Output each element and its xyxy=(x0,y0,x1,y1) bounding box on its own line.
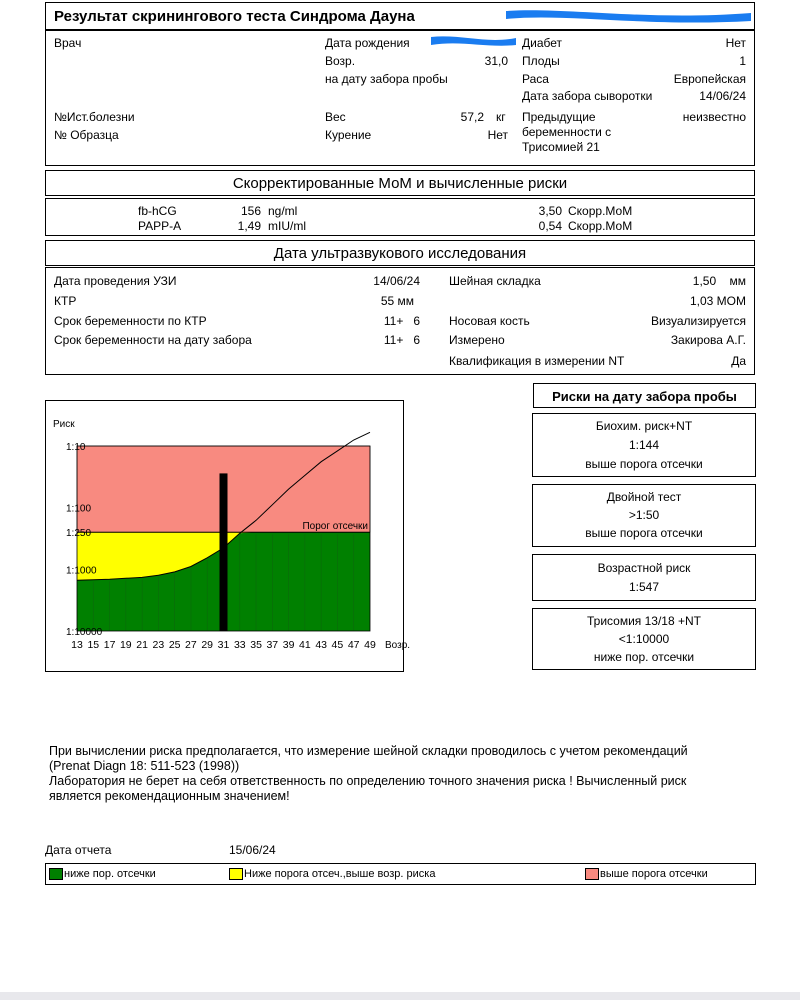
weight-label: Вес xyxy=(325,110,346,124)
mom-section-panel xyxy=(45,198,755,236)
legend-swatch-yellow xyxy=(229,868,243,880)
weight-unit: кг xyxy=(496,110,506,124)
us-field-label: Срок беременности на дату забора xyxy=(54,333,252,347)
risk-box-trisomy-13-18 xyxy=(532,608,756,670)
us-field-value: 1,03 MOM xyxy=(689,294,746,308)
diabetes-value: Нет xyxy=(725,36,746,50)
x-tick-label: 21 xyxy=(136,639,148,651)
risk-name: Возрастной риск xyxy=(597,561,691,575)
patient-name-redacted xyxy=(506,7,751,25)
smoking-value: Нет xyxy=(487,128,508,142)
redaction-mark xyxy=(506,7,751,25)
dob-redacted xyxy=(431,34,516,48)
redaction-mark xyxy=(431,34,516,48)
risk-box-double-test xyxy=(532,484,756,547)
risk-box-biochem xyxy=(532,413,756,477)
legend-swatch-green xyxy=(49,868,63,880)
dob-label: Дата рождения xyxy=(325,36,410,50)
doctor-label: Врач xyxy=(54,36,82,50)
risk-note: выше порога отсечки xyxy=(585,457,703,471)
x-tick-label: 23 xyxy=(152,639,165,651)
smoking-label: Курение xyxy=(325,128,372,142)
us-field-label: Измерено xyxy=(449,333,505,347)
race-value: Европейская xyxy=(673,72,746,86)
marker-value: 156 xyxy=(240,204,261,218)
x-tick-label: 19 xyxy=(119,639,132,651)
risk-value: <1:10000 xyxy=(618,632,670,646)
us-field-value: 1,50 мм xyxy=(692,274,746,288)
marker-name: fb-hCG xyxy=(138,204,177,218)
y-tick-label: 1:10000 xyxy=(66,627,103,638)
risk-name: Двойной тест xyxy=(606,490,682,504)
prev-pregnancy-label-1: Предыдущие xyxy=(522,110,596,124)
x-tick-label: 13 xyxy=(71,639,83,651)
x-tick-label: 43 xyxy=(315,639,328,651)
cutoff-label: Порог отсечки xyxy=(302,521,368,533)
page-bottom-edge xyxy=(0,992,800,1000)
y-tick-label: 1:250 xyxy=(66,528,92,540)
mom-section-header xyxy=(45,170,755,196)
risk-note: выше порога отсечки xyxy=(585,526,703,540)
report-header xyxy=(45,2,755,30)
serum-date-label: Дата забора сыворотки xyxy=(522,89,653,103)
risk-value: >1:50 xyxy=(628,508,660,522)
prev-pregnancy-label-2: беременности с xyxy=(522,125,612,139)
legend-swatch-red xyxy=(585,868,599,880)
x-tick-label: 37 xyxy=(266,639,279,651)
us-section-title: Дата ультразвукового исследования xyxy=(273,245,527,262)
x-tick-label: 33 xyxy=(233,639,246,651)
us-field-value: 14/06/24 xyxy=(373,274,420,288)
risks-title-box xyxy=(533,383,756,408)
us-section-panel xyxy=(45,267,755,375)
legend xyxy=(45,863,756,885)
report-date-value: 15/06/24 xyxy=(229,843,276,857)
us-field-label: Шейная складка xyxy=(449,274,541,288)
x-tick-label: 31 xyxy=(217,639,230,651)
marker-mom-label: Скорр.МоМ xyxy=(568,219,633,233)
us-field-label: Срок беременности по КТР xyxy=(54,314,207,328)
marker-mom: 0,54 xyxy=(538,219,562,233)
marker-mom: 3,50 xyxy=(538,204,562,218)
x-tick-label: 15 xyxy=(87,639,100,651)
us-field-label: Дата проведения УЗИ xyxy=(54,274,177,288)
fetuses-label: Плоды xyxy=(522,54,560,68)
fetuses-value: 1 xyxy=(739,54,746,68)
us-field-value: 11+ 6 xyxy=(383,333,420,347)
us-field-value: 55 мм xyxy=(380,294,414,308)
marker-unit: ng/ml xyxy=(268,204,298,218)
risk-chart xyxy=(46,401,411,671)
report-date-label: Дата отчета xyxy=(45,843,112,857)
marker-value: 1,49 xyxy=(237,219,261,233)
us-field-value: 11+ 6 xyxy=(383,314,420,328)
risk-value: 1:547 xyxy=(628,580,660,594)
serum-date-value: 14/06/24 xyxy=(699,89,746,103)
disclaimer xyxy=(49,744,769,804)
patient-info-panel xyxy=(45,30,755,166)
x-tick-label: 45 xyxy=(331,639,344,651)
us-field-value: Закирова А.Г. xyxy=(670,333,746,347)
legend-label: Ниже порога отсеч.,выше возр. риска xyxy=(244,868,436,880)
marker-unit: mIU/ml xyxy=(268,219,306,233)
legend-label: ниже пор. отсечки xyxy=(64,868,156,880)
disclaimer-line: Лаборатория не берет на себя ответственность по определению точного значения риска ! Вычисленный риск xyxy=(49,774,687,788)
age-value: 31,0 xyxy=(484,54,508,68)
us-field-label: Носовая кость xyxy=(449,314,530,328)
prev-pregnancy-value: неизвестно xyxy=(682,110,746,124)
legend-label: выше порога отсечки xyxy=(600,868,708,880)
marker-mom-label: Скорр.МоМ xyxy=(568,204,633,218)
risk-name: Биохим. риск+NT xyxy=(595,419,693,433)
marker-name: PAPP-A xyxy=(138,219,182,233)
risks-title: Риски на дату забора пробы xyxy=(552,389,737,404)
weight-value: 57,2 xyxy=(460,110,484,124)
history-label: №Ист.болезни xyxy=(54,110,135,124)
x-tick-label: 25 xyxy=(168,639,181,651)
age-label: Возр. xyxy=(325,54,356,68)
x-tick-label: 29 xyxy=(201,639,214,651)
disclaimer-line: (Prenat Diagn 18: 511-523 (1998)) xyxy=(49,759,240,773)
age-sub-label: на дату забора пробы xyxy=(325,72,448,86)
risk-box-age xyxy=(532,554,756,601)
us-field-value: Визуализируется xyxy=(650,314,746,328)
risk-name: Трисомия 13/18 +NT xyxy=(587,614,701,628)
x-tick-label: 39 xyxy=(282,639,295,651)
disclaimer-line: При вычислении риска предполагается, что измерение шейной складки проводилось с учетом рекомендаций xyxy=(49,744,688,758)
y-tick-label: 1:10 xyxy=(66,442,86,453)
risk-chart-frame xyxy=(45,400,411,672)
y-tick-label: 1:100 xyxy=(66,503,92,515)
x-tick-label: 17 xyxy=(103,639,116,651)
x-tick-label: 47 xyxy=(347,639,360,651)
report-title: Результат скринингового теста Синдрома Дауна xyxy=(54,8,415,25)
x-axis-label: Возр. xyxy=(385,640,411,651)
risk-note: ниже пор. отсечки xyxy=(593,650,695,664)
y-tick-label: 1:1000 xyxy=(66,565,97,577)
race-label: Раса xyxy=(522,72,549,86)
x-tick-label: 27 xyxy=(185,639,197,651)
us-field-label: Квалификация в измерении NT xyxy=(449,354,625,368)
us-field-label: КТР xyxy=(54,294,77,308)
risk-value: 1:144 xyxy=(628,438,660,452)
patient-age-marker xyxy=(220,473,228,631)
sample-label: № Образца xyxy=(54,128,119,142)
mom-section-title: Скорректированные МоМ и вычисленные риски xyxy=(232,175,568,192)
y-axis-label: Риск xyxy=(53,419,75,430)
us-section-header xyxy=(45,240,755,266)
x-tick-label: 35 xyxy=(250,639,262,651)
x-tick-label: 49 xyxy=(364,639,376,651)
x-tick-label: 41 xyxy=(299,639,311,651)
us-field-value: Да xyxy=(731,354,746,368)
diabetes-label: Диабет xyxy=(522,36,563,50)
disclaimer-line: является рекомендационным значением! xyxy=(49,789,290,803)
prev-pregnancy-label-3: Трисомией 21 xyxy=(522,140,600,154)
